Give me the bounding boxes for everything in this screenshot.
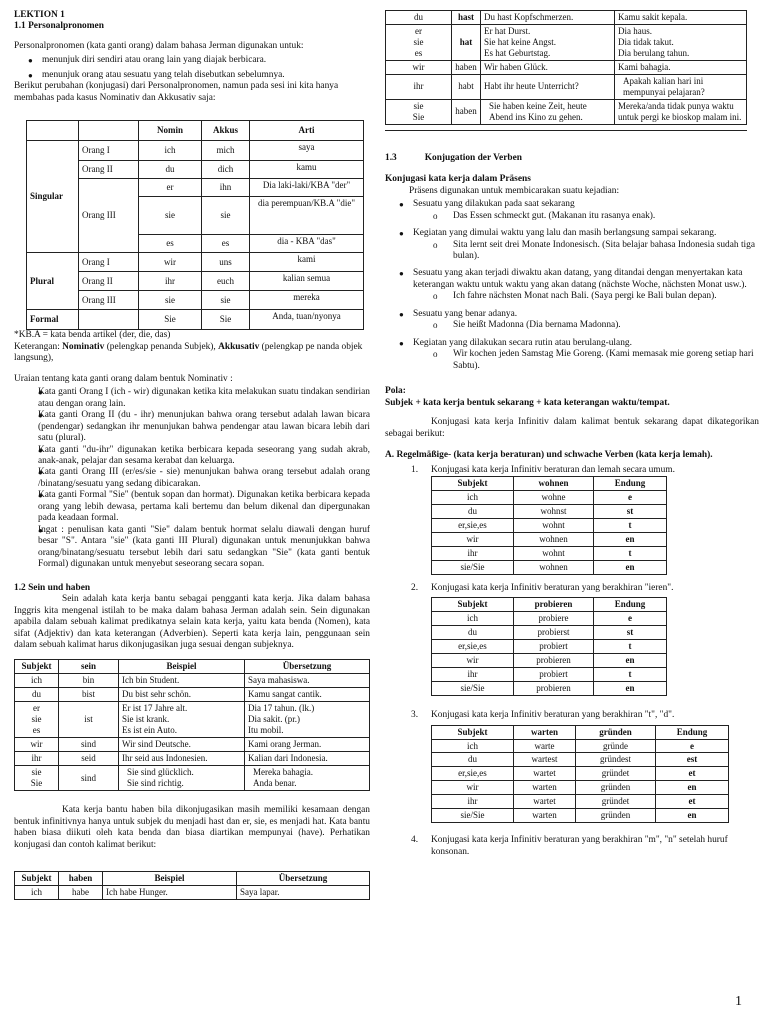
- table-cell: warte: [514, 739, 576, 753]
- pola-formula: Subjek + kata kerja bentuk sekarang + kata keterangan waktu/tempat.: [385, 397, 670, 408]
- table-header-row: [15, 660, 370, 674]
- table-cell: dia perempuan/KB.A "die": [250, 197, 364, 235]
- table-cell: wir: [432, 781, 514, 795]
- table-cell: et: [656, 767, 729, 781]
- list-item-3: 3. Konjugasi kata kerja Infinitiv beraturan yang berakhiran "t", "d".: [411, 710, 675, 721]
- table-row: [432, 739, 729, 753]
- praesens-example: o Das Essen schmeckt gut. (Makanan itu rasanya enak).: [385, 211, 759, 222]
- table-cell: ich: [432, 739, 514, 753]
- table-cell: du: [139, 161, 202, 179]
- regelmaessige-heading: A. Regelmäßige- (kata kerja beraturan) und schwache Verben (kata kerja lemah).: [385, 450, 713, 461]
- list-item-1: 1. Konjugasi kata kerja Infinitiv beraturan dan lemah secara umum.: [411, 464, 675, 475]
- haben-conjugation-table-continued: [385, 10, 747, 125]
- table-cell: probiere: [514, 612, 594, 626]
- table-cell: saya: [250, 141, 364, 161]
- table-cell: bist: [59, 688, 119, 702]
- table-cell: Habt ihr heute Unterricht?: [481, 74, 615, 99]
- table-cell: wir: [432, 532, 514, 546]
- table-header-cell: Beispiel: [103, 872, 237, 886]
- table-cell: haben: [452, 99, 481, 124]
- uraian-bullet: ● Kata ganti Orang I (ich - wir) digunakan ketika kita melakukan suatu tindakan sendirian atau dengan orang lain.: [24, 387, 370, 410]
- table-header-cell: Übersetzung: [237, 872, 370, 886]
- right-column: [385, 10, 759, 858]
- table-cell: Dia laki-laki/KBA "der": [250, 179, 364, 197]
- table-cell: ich: [432, 491, 514, 505]
- table-cell: wir: [432, 654, 514, 668]
- wohnen-table: [431, 476, 667, 575]
- table-row: [15, 688, 370, 702]
- table-cell: wir: [139, 253, 202, 272]
- table-cell: mereka: [250, 291, 364, 310]
- table-cell: Sie: [202, 310, 250, 330]
- row-group-plural: Plural: [27, 253, 79, 310]
- section-1-3-heading: 1.3 Konjugation der Verben: [385, 152, 522, 163]
- table-cell: Orang I: [79, 141, 139, 161]
- table-cell: Kalian dari Indonesia.: [245, 752, 370, 766]
- table-header-cell: gründen: [576, 725, 656, 739]
- table-cell: Wir sind Deutsche.: [119, 738, 245, 752]
- table-cell: habe: [59, 886, 103, 900]
- table-cell: ihn: [202, 179, 250, 197]
- table-cell: sie/Sie: [432, 809, 514, 823]
- table-header-row: [27, 121, 364, 141]
- table-header-cell: sein: [59, 660, 119, 674]
- table-cell: es: [139, 235, 202, 253]
- table-cell: sind: [59, 738, 119, 752]
- table-cell: Ihr seid aus Indonesien.: [119, 752, 245, 766]
- table-cell: Kamu sakit kepala.: [615, 11, 747, 25]
- table-cell: kamu: [250, 161, 364, 179]
- table-row: [432, 504, 667, 518]
- haben-conjugation-table-start: [14, 871, 370, 900]
- table-cell: wohnen: [514, 532, 594, 546]
- table-cell: er,sie,es: [432, 767, 514, 781]
- lesson-title: LEKTION 1: [14, 10, 65, 20]
- table-cell: wartet: [514, 795, 576, 809]
- table-cell: wohnen: [514, 560, 594, 574]
- table-cell: sie Sie: [386, 99, 452, 124]
- table-row: [432, 682, 667, 696]
- table-row: [386, 60, 747, 74]
- page-number: 1: [735, 993, 742, 1009]
- table-cell: ihr: [386, 74, 452, 99]
- table-cell: Saya mahasiswa.: [245, 674, 370, 688]
- table-row: [432, 491, 667, 505]
- table-cell: Dia haus. Dia tidak takut. Dia berulang tahun.: [615, 24, 747, 60]
- table-row: [386, 11, 747, 25]
- table-cell: ich: [15, 886, 59, 900]
- row-group-singular: Singular: [27, 141, 79, 253]
- table-row: [386, 99, 747, 124]
- table-cell: Du hast Kopfschmerzen.: [481, 11, 615, 25]
- table-cell: er: [139, 179, 202, 197]
- intro-text-2: Berikut perubahan (konjugasi) dari Personalpronomen, namun pada sesi ini kita hanya membahas pada kasus Nominativ dan Akkusativ saja:: [14, 81, 339, 103]
- table-row: [432, 668, 667, 682]
- table-cell: gründest: [576, 753, 656, 767]
- table-row: [432, 546, 667, 560]
- table-row: [15, 752, 370, 766]
- intro-bullet: ● menunjuk orang atau sesuatu yang telah disebutkan sebelumnya.: [14, 70, 370, 81]
- table-cell: euch: [202, 272, 250, 291]
- col-header-akkusativ: Akkus: [202, 121, 250, 141]
- table-row: [432, 518, 667, 532]
- table-cell: Sie haben keine Zeit, heute Abend ins Kino zu gehen.: [481, 99, 615, 124]
- table-row: [27, 310, 364, 330]
- table-cell: [79, 310, 139, 330]
- table-cell: Orang III: [79, 291, 139, 310]
- table-cell: du: [432, 753, 514, 767]
- table-cell: ist: [59, 702, 119, 738]
- table-cell: ihr: [15, 752, 59, 766]
- table-cell: ihr: [432, 546, 514, 560]
- table-cell: est: [656, 753, 729, 767]
- table-cell: er,sie,es: [432, 518, 514, 532]
- table-row: [432, 612, 667, 626]
- table-cell: en: [594, 532, 667, 546]
- table-cell: Kami bahagia.: [615, 60, 747, 74]
- table-row: [27, 141, 364, 161]
- table-cell: wohnt: [514, 518, 594, 532]
- table-row: [15, 702, 370, 738]
- probieren-table: [431, 597, 667, 696]
- table-header-row: [15, 872, 370, 886]
- keterangan-note: Keterangan: Nominativ (pelengkap penanda Subjek), Akkusativ (pelengkap pe nanda objek langsung),: [14, 341, 363, 364]
- table-cell: st: [594, 626, 667, 640]
- table-row: [432, 809, 729, 823]
- table-cell: en: [656, 809, 729, 823]
- table-cell: du: [432, 504, 514, 518]
- table-cell: t: [594, 546, 667, 560]
- table-header-cell: Übersetzung: [245, 660, 370, 674]
- table-cell: ihr: [432, 668, 514, 682]
- table-cell: bin: [59, 674, 119, 688]
- sein-paragraph: Sein adalah kata kerja bantu sebagai pengganti kata kerja. Jika dalam bahasa Inggris kita mengenal istilah to be maka dalam bahasa Jerman adalah sein. Sein digunakan apabila dalam sebuah kalimat predikatnya selain kata kerja, yaitu kata benda (Nomen), kata sifat (Adjektiv) dan kata keterangan (Adverbien). Seperti kata kerja lain, penggunaan sein dalam sebuah kalimat harus dikonjugasikan juga sesuai dengan subjeknya.: [14, 594, 370, 650]
- praesens-bullet: ● Kegiatan yang dilakukan secara rutin atau berulang-ulang.: [385, 338, 759, 349]
- uraian-bullet: ● Kata ganti Orang II (du - ihr) menunjukan bahwa orang tersebut adalah lawan bicara (pendengar) sedangkan ihr menunjukan bahwa pendengar atau lawan bicara lebih dari satu (plural).: [24, 410, 370, 444]
- table-header-cell: Beispiel: [119, 660, 245, 674]
- table-cell: probieren: [514, 682, 594, 696]
- table-row: [432, 753, 729, 767]
- table-cell: sind: [59, 766, 119, 791]
- table-cell: Du bist sehr schön.: [119, 688, 245, 702]
- table-cell: e: [594, 612, 667, 626]
- table-header-cell: Subjekt: [432, 598, 514, 612]
- personalpronomen-table: [26, 120, 364, 330]
- warten-gruenden-table: [431, 725, 729, 824]
- table-cell: wir: [386, 60, 452, 74]
- row-group-formal: Formal: [27, 310, 79, 330]
- section-1-1-heading: 1.1 Personalpronomen: [14, 21, 104, 32]
- table-cell: ich: [15, 674, 59, 688]
- praesens-heading: Konjugasi kata kerja dalam Präsens: [385, 174, 531, 185]
- intro-bullet: ● menunjuk diri sendiri atau orang lain yang diajak berbicara.: [14, 55, 370, 66]
- uraian-bullet: ● Kata ganti "du-ihr" digunakan ketika berbicara kepada seseorang yang sudah akrab, anak-anak, pelajar dan sesama kerabat dan keluarga.: [24, 445, 370, 468]
- table-cell: ihr: [432, 795, 514, 809]
- table-header-cell: Subjekt: [432, 725, 514, 739]
- table-header-cell: haben: [59, 872, 103, 886]
- table-row: [432, 640, 667, 654]
- list-item-2: 2. Konjugasi kata kerja Infinitiv beraturan yang berakhiran "ieren".: [411, 582, 674, 593]
- table-cell: mich: [202, 141, 250, 161]
- table-cell: sie Sie: [15, 766, 59, 791]
- table-row: [15, 738, 370, 752]
- list-item-4: 4. Konjugasi kata kerja Infinitiv beraturan yang berakhiran "m", "n" setelah huruf konsonan.: [411, 835, 728, 857]
- table-cell: habt: [452, 74, 481, 99]
- table-cell: Sie sind glücklich. Sie sind richtig.: [119, 766, 245, 791]
- table-cell: er sie es: [15, 702, 59, 738]
- praesens-example: o Sita lernt seit drei Monate Indonesisch. (Sita belajar bahasa Indonesia sudah tiga bulan).: [385, 240, 759, 263]
- table-row: [386, 74, 747, 99]
- table-cell: en: [594, 560, 667, 574]
- col-header-arti: Arti: [250, 121, 364, 141]
- table-header-cell: warten: [514, 725, 576, 739]
- table-cell: er,sie,es: [432, 640, 514, 654]
- sein-conjugation-table: [14, 659, 370, 791]
- table-row: [15, 766, 370, 791]
- table-footnote: *KB.A = kata benda artikel (der, die, das): [14, 330, 171, 341]
- table-cell: Apakah kalian hari ini mempunyai pelajaran?: [615, 74, 747, 99]
- table-row: [432, 781, 729, 795]
- table-row: [432, 767, 729, 781]
- table-cell: ihr: [139, 272, 202, 291]
- table-cell: kalian semua: [250, 272, 364, 291]
- table-cell: gründet: [576, 795, 656, 809]
- table-cell: en: [594, 682, 667, 696]
- uraian-bullet: ● Kata ganti Orang III (er/es/sie - sie) menunjukan bahwa orang tersebut adalah orang /binatang/sesuatu yang sedang dibicarakan.: [24, 467, 370, 490]
- table-row: [432, 598, 667, 612]
- table-cell: du: [432, 626, 514, 640]
- table-cell: warten: [514, 781, 576, 795]
- table-cell: sie: [202, 197, 250, 235]
- table-row: [432, 532, 667, 546]
- table-cell: warten: [514, 809, 576, 823]
- table-cell: Er hat Durst. Sie hat keine Angst. Es hat Geburtstag.: [481, 24, 615, 60]
- table-row: [15, 886, 370, 900]
- praesens-example: o Ich fahre nächsten Monat nach Bali. (Saya pergi ke Bali bulan depan).: [385, 291, 759, 302]
- table-row: [432, 626, 667, 640]
- table-cell: Er ist 17 Jahre alt. Sie ist krank. Es ist ein Auto.: [119, 702, 245, 738]
- table-cell: Kamu sangat cantik.: [245, 688, 370, 702]
- table-header-cell: probieren: [514, 598, 594, 612]
- table-cell: Orang II: [79, 161, 139, 179]
- table-cell: hast: [452, 11, 481, 25]
- table-cell: Ich bin Student.: [119, 674, 245, 688]
- table-cell: seid: [59, 752, 119, 766]
- table-cell: wir: [15, 738, 59, 752]
- table-cell: probiert: [514, 668, 594, 682]
- table-row: [432, 795, 729, 809]
- table-cell: Orang I: [79, 253, 139, 272]
- table-row: [432, 477, 667, 491]
- table-cell: t: [594, 640, 667, 654]
- col-header-nominativ: Nomin: [139, 121, 202, 141]
- table-cell: t: [594, 518, 667, 532]
- table-header-cell: [79, 121, 139, 141]
- praesens-bullet: ● Sesuatu yang benar adanya.: [385, 309, 759, 320]
- table-cell: gründen: [576, 781, 656, 795]
- table-cell: gründe: [576, 739, 656, 753]
- table-cell: sie: [139, 291, 202, 310]
- table-cell: sie/Sie: [432, 682, 514, 696]
- praesens-example: o Sie heißt Madonna (Dia bernama Madonna).: [385, 320, 759, 331]
- table-cell: gründet: [576, 767, 656, 781]
- table-cell: wohnst: [514, 504, 594, 518]
- table-cell: kami: [250, 253, 364, 272]
- table-cell: Ich habe Hunger.: [103, 886, 237, 900]
- table-cell: er sie es: [386, 24, 452, 60]
- table-cell: ich: [432, 612, 514, 626]
- table-row: [15, 674, 370, 688]
- table-cell: du: [15, 688, 59, 702]
- table-cell: dich: [202, 161, 250, 179]
- table-header-cell: Subjekt: [15, 872, 59, 886]
- praesens-bullet: ● Sesuatu yang dilakukan pada saat sekarang: [385, 199, 759, 210]
- table-cell: wohne: [514, 491, 594, 505]
- table-cell: Orang II: [79, 272, 139, 291]
- table-cell: sie/Sie: [432, 560, 514, 574]
- table-cell: en: [594, 654, 667, 668]
- table-cell: hat: [452, 24, 481, 60]
- table-cell: t: [594, 668, 667, 682]
- table-cell: uns: [202, 253, 250, 272]
- table-cell: Mereka/anda tidak punya waktu untuk pergi ke bioskop malam ini.: [615, 99, 747, 124]
- table-row: [27, 253, 364, 272]
- table-cell: Kami orang Jerman.: [245, 738, 370, 752]
- table-cell: probierst: [514, 626, 594, 640]
- section-1-2-heading: 1.2 Sein und haben: [14, 582, 91, 593]
- table-cell: es: [202, 235, 250, 253]
- pola-heading: Pola:: [385, 386, 406, 397]
- table-cell: Saya lapar.: [237, 886, 370, 900]
- uraian-heading: Uraian tentang kata ganti orang dalam bentuk Nominativ :: [14, 373, 233, 384]
- table-cell: probieren: [514, 654, 594, 668]
- table-header-cell: [27, 121, 79, 141]
- table-cell: haben: [452, 60, 481, 74]
- table-cell: Dia 17 tahun. (lk.) Dia sakit. (pr.) Itu mobil.: [245, 702, 370, 738]
- table-cell: Anda, tuan/nyonya: [250, 310, 364, 330]
- table-row: [432, 560, 667, 574]
- praesens-example: o Wir kochen jeden Samstag Mie Goreng. (Kami memasak mie goreng setiap hari Sabtu).: [385, 349, 759, 372]
- table-cell: ich: [139, 141, 202, 161]
- table-cell: Orang III: [79, 179, 139, 253]
- table-cell: wartest: [514, 753, 576, 767]
- table-cell: en: [656, 781, 729, 795]
- table-cell: et: [656, 795, 729, 809]
- table-row: [386, 24, 747, 60]
- table-header-cell: wohnen: [514, 477, 594, 491]
- table-cell: e: [594, 491, 667, 505]
- table-cell: wartet: [514, 767, 576, 781]
- table-row: [432, 654, 667, 668]
- table-cell: du: [386, 11, 452, 25]
- haben-paragraph: Kata kerja bantu haben bila dikonjugasikan masih memiliki kesamaan dengan bentuk infinitivnya hanya untuk subjek du menjadi hast dan er, sie, es menjadi hat. Kata bantu haben biasa diikuti oleh kata benda dan biasa diartikan mempunyai (have). Perhatikan konjugasi dan contoh kalimat berikut:: [14, 805, 370, 850]
- table-cell: Wir haben Glück.: [481, 60, 615, 74]
- left-column: [14, 10, 370, 900]
- praesens-bullet: ● Sesuatu yang akan terjadi diwaktu akan datang, yang ditandai dengan menyertakan kata keterangan waktu untuk waktu yang akan datang (nächste Woche, nächsten Monat usw.).: [385, 268, 759, 291]
- intro-text: Personalpronomen (kata ganti orang) dalam bahasa Jerman digunakan untuk:: [14, 40, 304, 51]
- table-cell: wohnt: [514, 546, 594, 560]
- table-cell: e: [656, 739, 729, 753]
- table-header-cell: Subjekt: [432, 477, 514, 491]
- table-header-cell: Subjekt: [15, 660, 59, 674]
- uraian-bullet: ● Ingat : penulisan kata ganti "Sie" dalam bentuk hormat selalu diawali dengan huruf besar "S". Antara "sie" (kata ganti III Plural) digunakan untuk menunjukkan bahwa orang/binatang/sesuatu tersebut lebih dari satu sedangkan "Sie" (kata ganti bentuk Formal) digunakan untuk menyebut seseorang secara sopan.: [24, 525, 370, 571]
- table-row: [432, 725, 729, 739]
- table-cell: st: [594, 504, 667, 518]
- table-header-cell: Endung: [656, 725, 729, 739]
- table-cell: probiert: [514, 640, 594, 654]
- table-cell: gründen: [576, 809, 656, 823]
- table-cell: dia - KBA "das": [250, 235, 364, 253]
- table-cell: Sie: [139, 310, 202, 330]
- uraian-bullet: ● Kata ganti Formal "Sie" (bentuk sopan dan hormat). Digunakan ketika berbicara kepada orang yang lebih dewasa, pertama kali bertemu dan belum dikenal dan dipergunakan pada keadaan formal.: [24, 490, 370, 524]
- konjugasi-paragraph: Konjugasi kata kerja Infinitiv dalam kalimat bentuk sekarang dapat dikategorikan sebagai berikut:: [385, 417, 759, 439]
- table-cell: sie: [202, 291, 250, 310]
- praesens-intro: Präsens digunakan untuk membicarakan suatu kejadian:: [409, 185, 620, 196]
- table-header-cell: Endung: [594, 598, 667, 612]
- table-cell: sie: [139, 197, 202, 235]
- table-header-cell: Endung: [594, 477, 667, 491]
- table-cell: Mereka bahagia. Anda benar.: [245, 766, 370, 791]
- praesens-bullet: ● Kegiatan yang dimulai waktu yang lalu dan masih berlangsung sampai sekarang.: [385, 228, 759, 239]
